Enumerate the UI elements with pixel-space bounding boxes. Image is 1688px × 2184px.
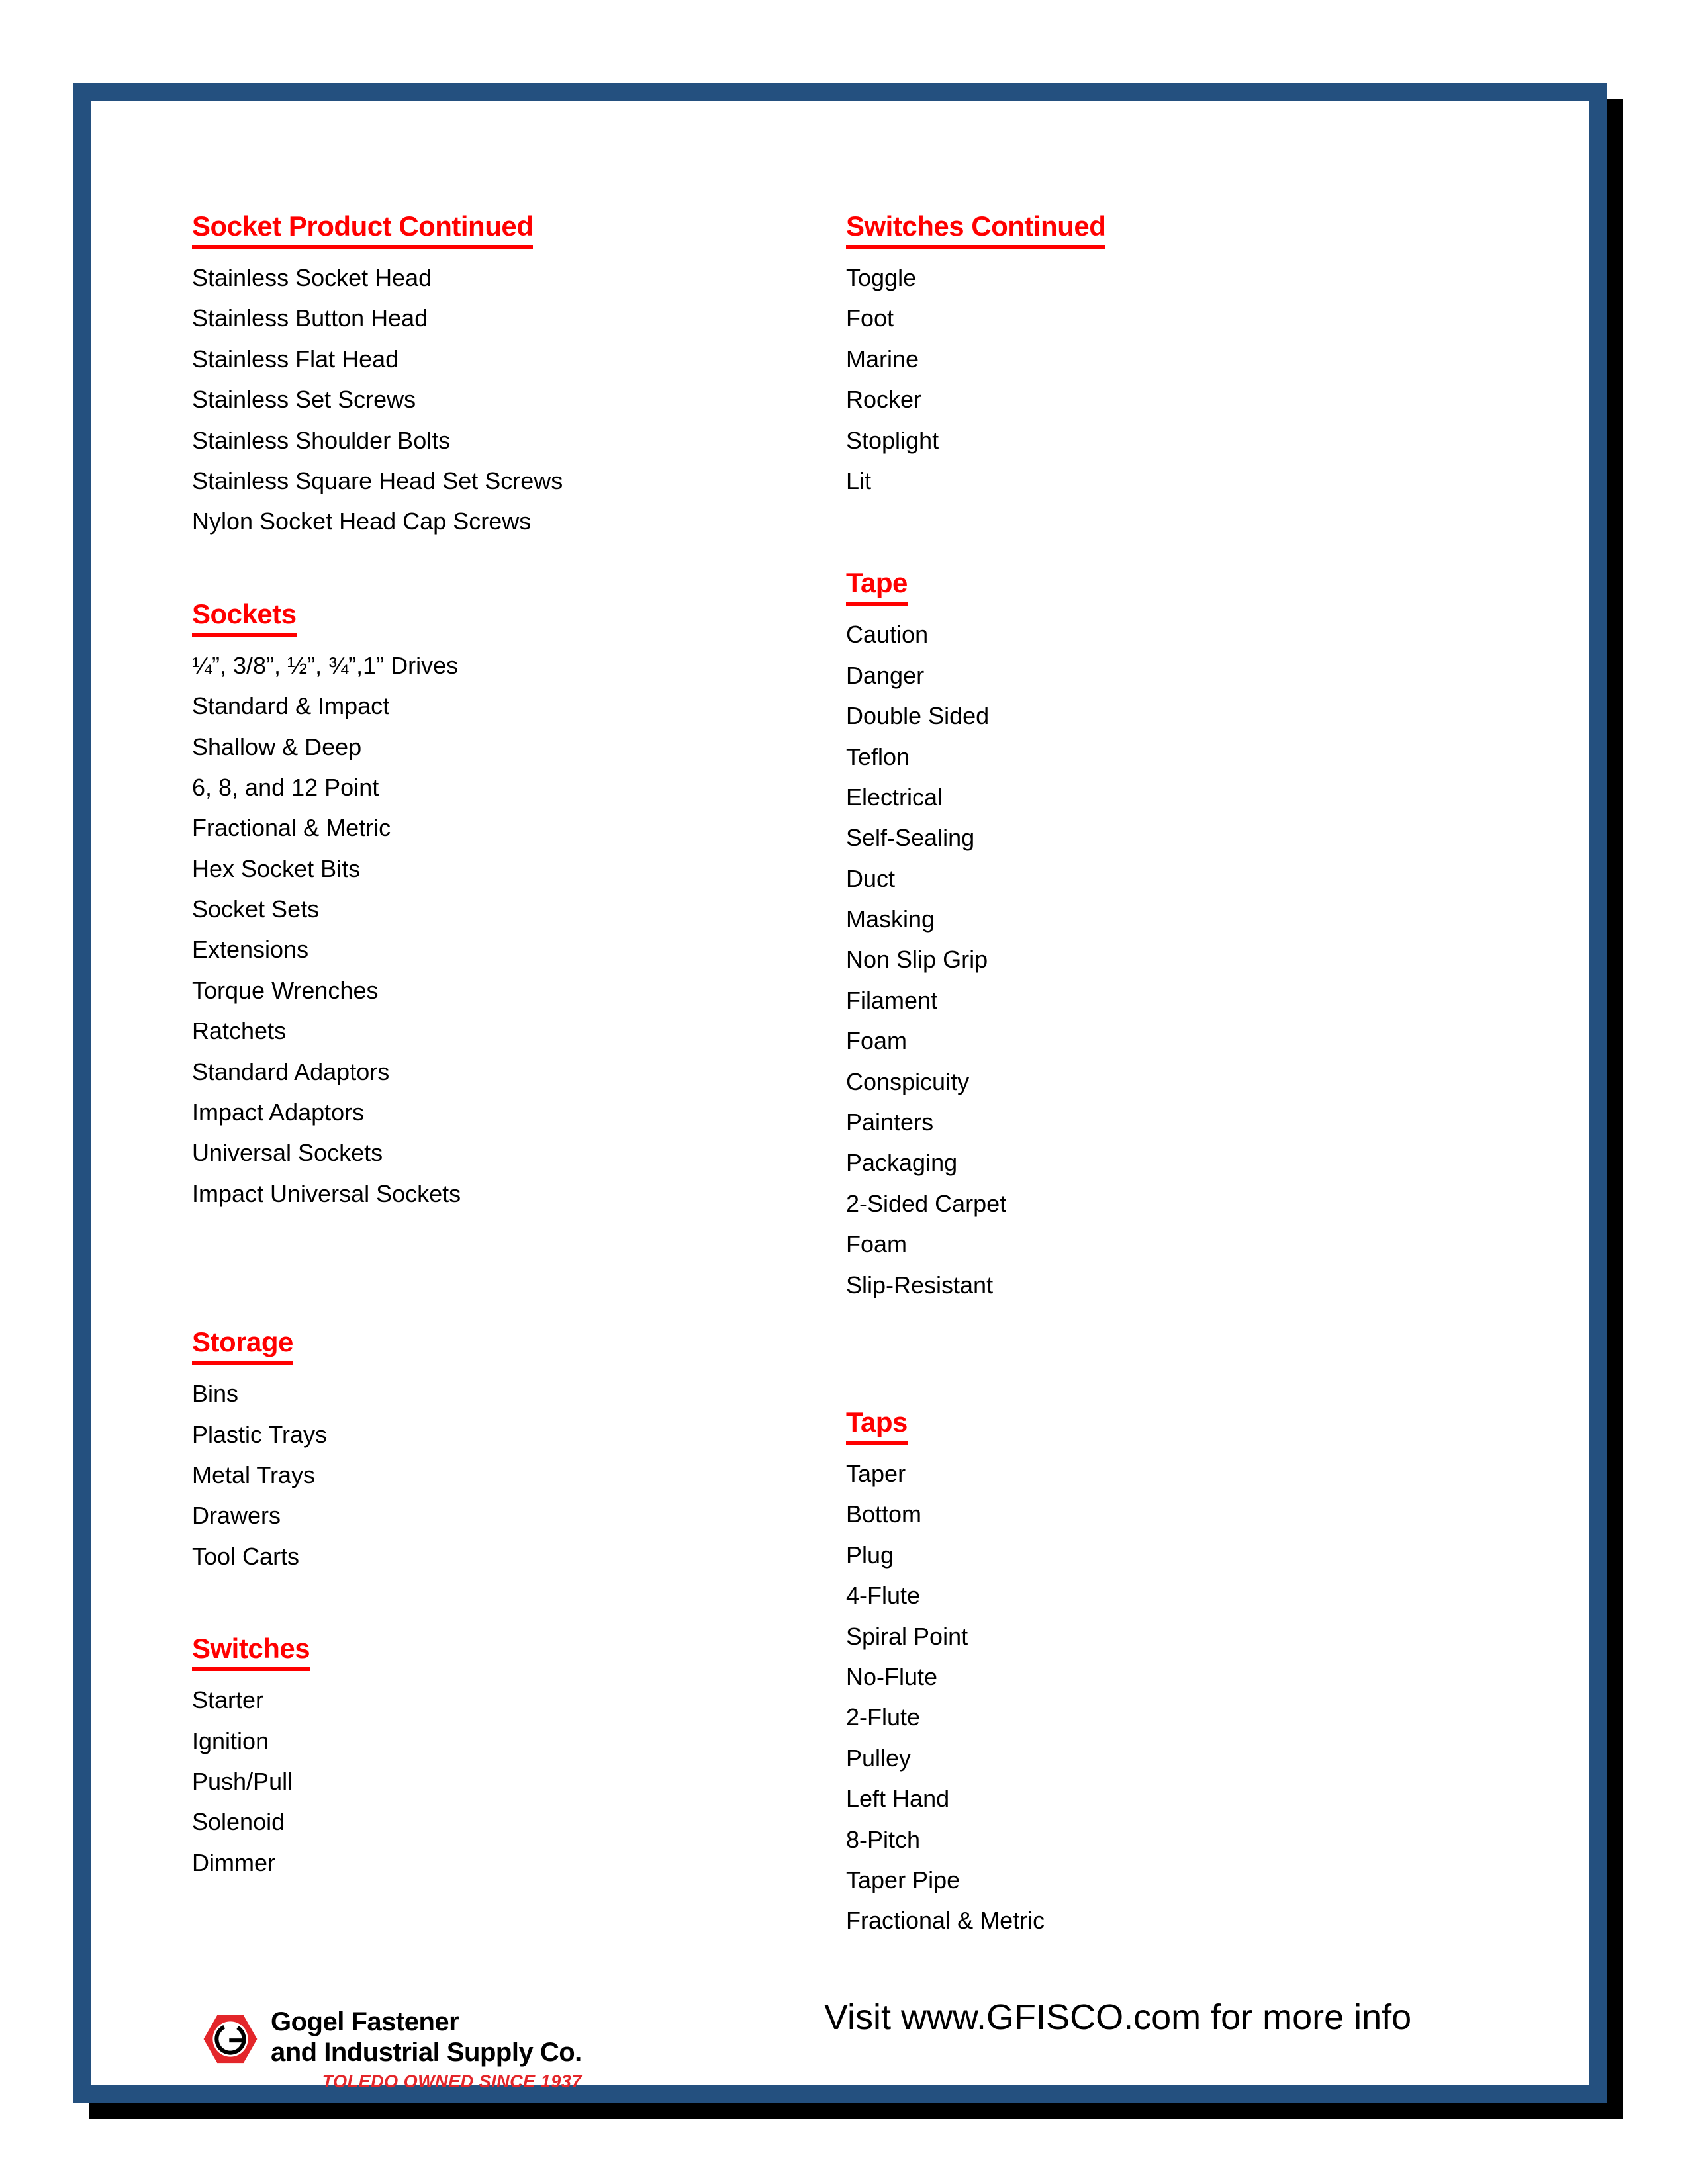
list-item: Double Sided: [846, 702, 990, 730]
section-title: Taps: [846, 1406, 1508, 1445]
list-item: Extensions: [192, 936, 309, 964]
list-item: Fractional & Metric: [846, 1907, 1045, 1934]
section-socket-product-continued: [192, 210, 854, 542]
list-item: Stainless Set Screws: [192, 386, 416, 414]
list-item: Conspicuity: [846, 1068, 970, 1095]
list-item: Stoplight: [846, 426, 939, 454]
list-item: Fractional & Metric: [192, 814, 391, 842]
list-item: Danger: [846, 661, 925, 689]
section-taps: [846, 1406, 1508, 1941]
company-logo: [202, 2007, 582, 2092]
list-item: Foam: [846, 1027, 908, 1055]
section-storage: [192, 1326, 854, 1576]
list-item: Taper: [846, 1459, 906, 1487]
list-item: Plug: [846, 1541, 894, 1569]
section-title: Switches Continued: [846, 210, 1508, 249]
list-item: Bottom: [846, 1500, 922, 1528]
section-title: Tape: [846, 567, 1508, 606]
list-item: Impact Adaptors: [192, 1099, 365, 1126]
list-item: Hex Socket Bits: [192, 854, 361, 882]
section-item-list: [192, 1373, 854, 1576]
list-item: Duct: [846, 864, 896, 892]
list-item: Foot: [846, 304, 894, 332]
section-switches-continued: [846, 210, 1508, 501]
list-item: Stainless Square Head Set Screws: [192, 467, 563, 494]
list-item: Bins: [192, 1380, 239, 1408]
list-item: Self-Sealing: [846, 824, 975, 852]
list-item: Lit: [846, 467, 872, 494]
section-item-list: [192, 257, 854, 542]
list-item: Socket Sets: [192, 895, 320, 923]
company-name-line2: and Industrial Supply Co.: [271, 2038, 582, 2067]
list-item: Foam: [846, 1230, 908, 1258]
list-item: Solenoid: [192, 1808, 285, 1836]
list-item: Masking: [846, 905, 935, 933]
list-item: Spiral Point: [846, 1622, 968, 1650]
list-item: Universal Sockets: [192, 1139, 383, 1167]
list-item: Torque Wrenches: [192, 976, 379, 1004]
hex-nut-g-logo-icon: [202, 2011, 259, 2068]
list-item: 2-Sided Carpet: [846, 1189, 1007, 1217]
section-sockets: [192, 598, 854, 1214]
section-item-list: [192, 1680, 854, 1883]
list-item: Impact Universal Sockets: [192, 1179, 461, 1207]
list-item: Taper Pipe: [846, 1866, 961, 1893]
list-item: Drawers: [192, 1502, 281, 1529]
catalog-sheet: [73, 83, 1607, 2103]
list-item: Teflon: [846, 743, 910, 770]
section-switches: [192, 1633, 854, 1883]
section-title: Sockets: [192, 598, 854, 637]
list-item: 6, 8, and 12 Point: [192, 773, 379, 801]
list-item: Packaging: [846, 1149, 958, 1177]
list-item: 2-Flute: [846, 1704, 921, 1731]
list-item: Standard Adaptors: [192, 1058, 390, 1085]
list-item: Electrical: [846, 783, 943, 811]
list-item: Ratchets: [192, 1017, 287, 1045]
list-item: Left Hand: [846, 1785, 950, 1813]
list-item: Standard & Impact: [192, 692, 390, 720]
list-item: Stainless Socket Head: [192, 264, 432, 291]
left-column: [192, 210, 854, 1883]
company-name-line1: Gogel Fastener: [271, 2007, 459, 2036]
section-tape: [846, 567, 1508, 1305]
list-item: ¼”, 3/8”, ½”, ¾”,1” Drives: [192, 651, 459, 679]
list-item: Rocker: [846, 386, 922, 414]
company-logo-text: [271, 2007, 582, 2092]
right-column: [846, 210, 1508, 1941]
list-item: Metal Trays: [192, 1461, 316, 1488]
list-item: Tool Carts: [192, 1542, 300, 1570]
section-title: Storage: [192, 1326, 854, 1365]
list-item: 4-Flute: [846, 1582, 921, 1610]
list-item: Stainless Shoulder Bolts: [192, 426, 451, 454]
list-item: No-Flute: [846, 1662, 938, 1690]
list-item: Shallow & Deep: [192, 733, 362, 760]
list-item: Dimmer: [192, 1848, 275, 1876]
section-item-list: [846, 1453, 1508, 1941]
list-item: Push/Pull: [192, 1767, 293, 1795]
website-callout: Visit www.GFISCO.com for more info: [824, 1997, 1412, 2037]
section-item-list: [846, 614, 1508, 1305]
section-title: Switches: [192, 1633, 854, 1671]
section-item-list: [846, 257, 1508, 501]
list-item: Stainless Button Head: [192, 304, 428, 332]
list-item: Toggle: [846, 264, 917, 291]
section-item-list: [192, 645, 854, 1214]
list-item: Non Slip Grip: [846, 946, 988, 974]
list-item: Caution: [846, 621, 929, 649]
section-title: Socket Product Continued: [192, 210, 854, 249]
list-item: Nylon Socket Head Cap Screws: [192, 508, 532, 535]
list-item: Painters: [846, 1109, 934, 1136]
list-item: Ignition: [192, 1727, 269, 1754]
list-item: Plastic Trays: [192, 1420, 328, 1448]
list-item: Slip-Resistant: [846, 1271, 994, 1298]
list-item: Filament: [846, 986, 938, 1014]
company-tagline: TOLEDO OWNED SINCE 1937: [322, 2071, 582, 2091]
list-item: Starter: [192, 1686, 264, 1714]
list-item: Stainless Flat Head: [192, 345, 399, 373]
list-item: Pulley: [846, 1744, 912, 1772]
list-item: Marine: [846, 345, 919, 373]
list-item: 8-Pitch: [846, 1825, 921, 1853]
